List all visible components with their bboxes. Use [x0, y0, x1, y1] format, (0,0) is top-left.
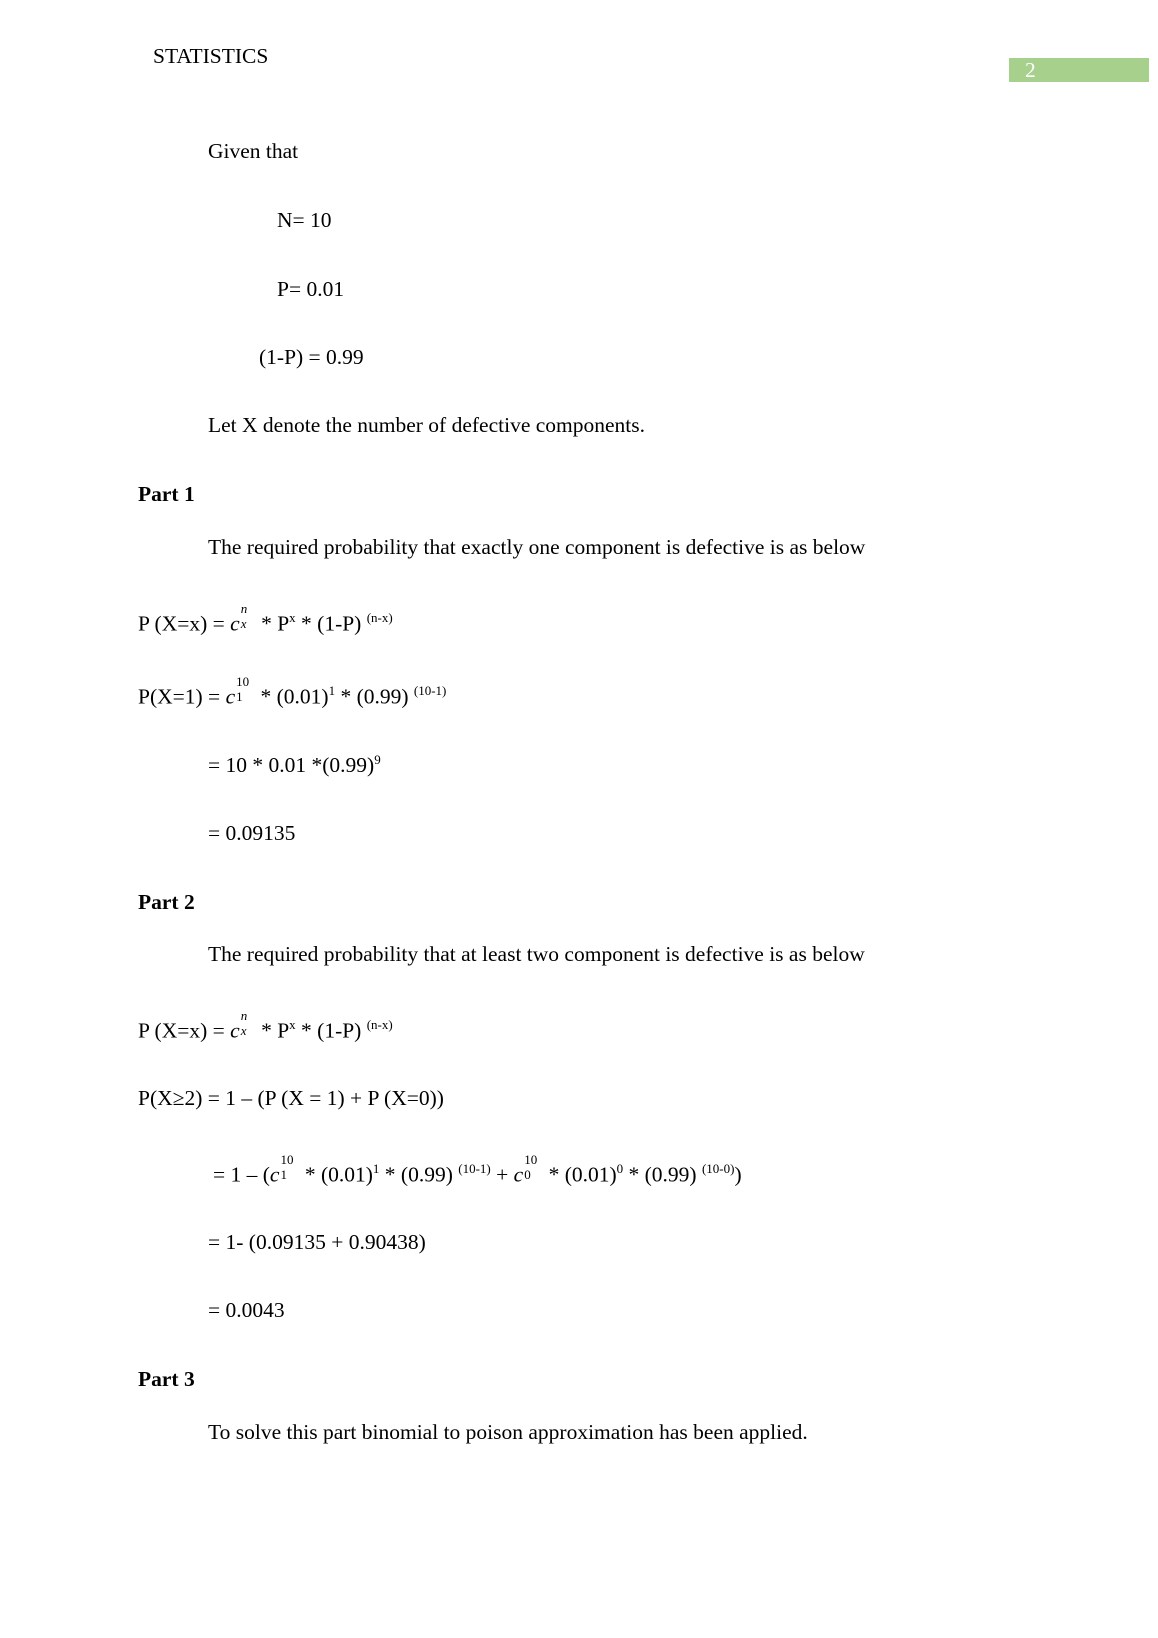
part2-heading: Part 2 [138, 890, 195, 914]
page-number: 2 [1009, 58, 1149, 82]
eq2-e4: (10-0) [701, 1161, 735, 1177]
part2-statement: The required probability that at least two component is defective is as below [208, 942, 865, 966]
combination-sup: 10 [524, 1151, 538, 1167]
part2-eq1: P(X≥2) = 1 – (P (X = 1) + P (X=0)) [138, 1086, 444, 1110]
combination-sup: 10 [236, 673, 250, 689]
eq2-e2: (10-1) [458, 1161, 491, 1177]
formula-mid1: * P [255, 611, 290, 636]
formula-lhs: P (X=x) = [138, 611, 231, 636]
let-x-statement: Let X denote the number of defective components. [208, 413, 646, 437]
eq2-e1: 1 [372, 1161, 380, 1177]
formula-mid1: * P [255, 1018, 290, 1043]
header-title: STATISTICS [153, 44, 269, 68]
eq2-exp: 9 [374, 751, 381, 767]
eq2-lhs: = 1 – ( [213, 1162, 270, 1187]
p-exponent: x [289, 1017, 296, 1033]
eq2-text: = 10 * 0.01 *(0.99) [208, 753, 375, 777]
eq2-t1: * (0.01) [299, 1162, 373, 1187]
eq2-t2: * (0.99) [379, 1162, 459, 1187]
eq2-e3: 0 [616, 1161, 624, 1177]
part1-eq1 [138, 673, 447, 709]
combination-indices [240, 1007, 256, 1039]
eq2-t3: + [490, 1162, 514, 1187]
part1-statement: The required probability that exactly one component is defective is as below [208, 535, 866, 559]
combination-sub: 1 [236, 689, 243, 705]
part2-eq2 [213, 1151, 742, 1187]
eq2-t6: ) [734, 1162, 742, 1187]
combination-sup: 10 [280, 1151, 294, 1167]
part2-eq3: = 1- (0.09135 + 0.90438) [208, 1230, 426, 1254]
combination-symbol: c [269, 1162, 280, 1187]
formula-mid2: * (1-P) [295, 1018, 367, 1043]
part1-eq2 [208, 751, 381, 777]
part3-heading: Part 3 [138, 1367, 195, 1391]
combination-symbol: c [230, 1018, 240, 1043]
combination-indices [240, 600, 256, 632]
eq1-exp1: 1 [328, 683, 336, 699]
combination-indices [523, 1151, 543, 1183]
combination-symbol: c [230, 611, 240, 636]
q-exponent: (n-x) [366, 610, 393, 626]
combination-sup: n [240, 600, 248, 616]
formula-lhs: P (X=x) = [138, 1018, 231, 1043]
eq2-t4: * (0.01) [543, 1162, 617, 1187]
part1-formula [138, 600, 393, 636]
combination-indices [235, 673, 255, 705]
given-n: N= 10 [277, 208, 332, 232]
part1-result: = 0.09135 [208, 821, 296, 845]
combination-symbol: c [513, 1162, 524, 1187]
given-q: (1-P) = 0.99 [259, 345, 364, 369]
combination-sub: x [240, 616, 247, 632]
combination-sub: x [240, 1023, 247, 1039]
combination-sup: n [240, 1007, 248, 1023]
eq1-exp2: (10-1) [413, 683, 447, 699]
eq1-mid2: * (0.99) [335, 684, 414, 709]
eq2-t5: * (0.99) [623, 1162, 702, 1187]
part3-statement: To solve this part binomial to poison approximation has been applied. [208, 1420, 808, 1444]
given-intro: Given that [208, 139, 299, 163]
part2-result: = 0.0043 [208, 1298, 285, 1322]
combination-symbol: c [225, 684, 236, 709]
p-exponent: x [289, 610, 296, 626]
part2-formula [138, 1007, 393, 1043]
combination-sub: 0 [524, 1167, 531, 1183]
q-exponent: (n-x) [366, 1017, 393, 1033]
part1-heading: Part 1 [138, 482, 195, 506]
eq1-lhs: P(X=1) = [138, 684, 226, 709]
eq1-mid1: * (0.01) [255, 684, 329, 709]
given-p: P= 0.01 [277, 277, 345, 301]
combination-sub: 1 [280, 1167, 287, 1183]
combination-indices [279, 1151, 299, 1183]
formula-mid2: * (1-P) [295, 611, 367, 636]
